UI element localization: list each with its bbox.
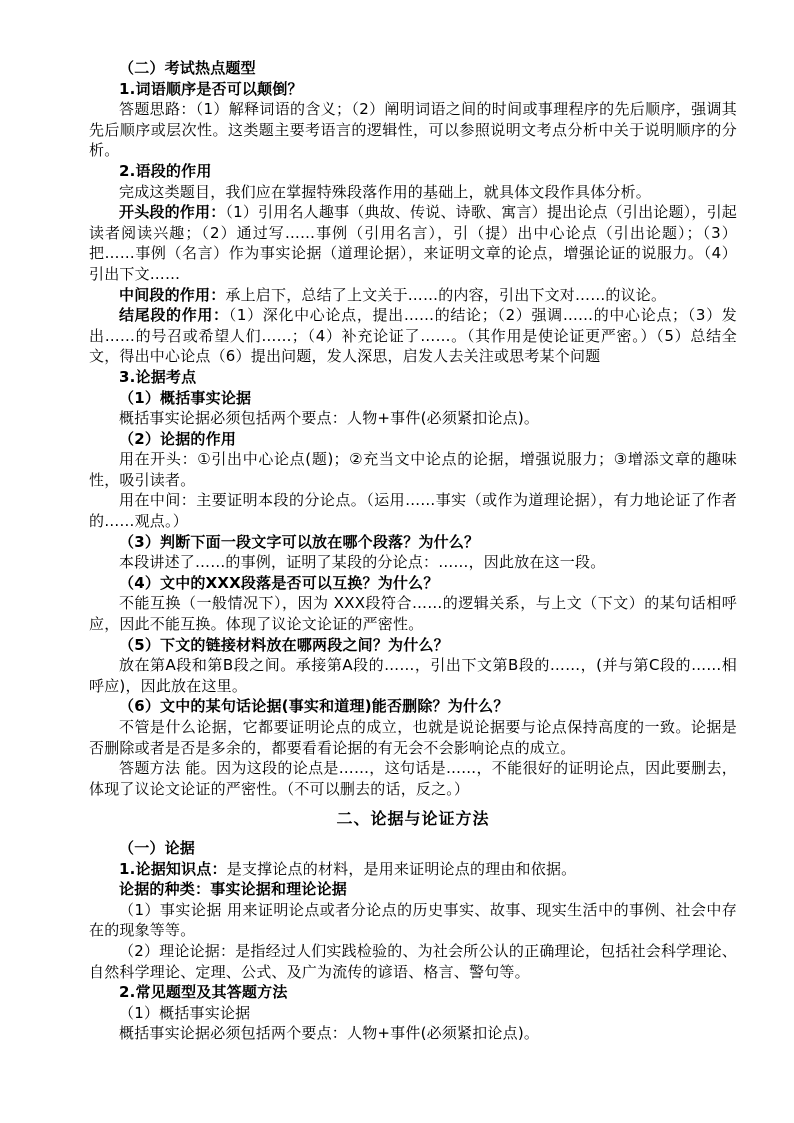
knowledge-point-1 (89, 859, 737, 880)
evidence-kinds-title: 论据的种类：事实论据和理论论据 (119, 880, 348, 899)
sub-6-body-2: 答题方法 能。因为这段的论点是……，这句话是……，不能很好的证明论点，因此要删去，体现了议论文论证的严密性。（不可以删去的话，反之。） (89, 759, 737, 798)
sub-2-body-middle: 用在中间：主要证明本段的分论点。（运用……事实（或作为道理论据），有力地论证了作者的……观点。） (89, 491, 737, 531)
ending-text: （1）深化中心论点，提出……的结论；（2）强调……的中心论点；（3）发出……的号召或希望人们……；（4）补充论证了……。（其作用是使论证更严密。）（5）总结全文，得出中心论点（6）提出问题，发人深思，启发人去关注或思考某个问题 (89, 306, 737, 366)
sub-1-body: 概括事实论据必须包括两个要点：人物+事件(必须紧扣论点)。 (119, 409, 540, 428)
section-heading-evidence: （一）论据 (119, 838, 196, 857)
sub-5-title: （5）下文的链接材料放在哪两段之间？为什么？ (119, 635, 449, 654)
sub-3-body: 本段讲述了……的事例，证明了某段的分论点：……，因此放在这一段。 (119, 553, 606, 572)
evidence-kind-fact: （1）事实论据 用来证明论点或者分论点的历史事实、故事、现实生活中的事例、社会中存在的现象等等。 (89, 900, 737, 940)
sub-4-title: （4）文中的XXX段落是否可以互换？为什么？ (119, 573, 439, 592)
opening-label: 开头段的作用： (119, 203, 226, 222)
question-2-title: 2.语段的作用 (119, 161, 212, 180)
part-2-heading: 二、论据与论证方法 (336, 809, 490, 829)
sub-6-title: （6）文中的某句话论据(事实和道理)能否删除？为什么？ (119, 697, 509, 716)
section-heading-hot-topics: （二）考试热点题型 (119, 59, 256, 77)
document-page (89, 58, 737, 1044)
evidence-kind-theory: （2）理论论据：是指经过人们实践检验的、为社会所公认的正确理论，包括社会科学理论、自然科学理论、定理、公式、及广为流传的谚语、格言、警句等。 (89, 941, 737, 981)
knowledge-point-2-title: 2.常见题型及其答题方法 (119, 983, 288, 1002)
sub-3-title: （3）判断下面一段文字可以放在哪个段落？为什么？ (119, 532, 480, 551)
question-1-title: 1.词语顺序是否可以颠倒？ (119, 79, 303, 98)
question-3-title: 3.论据考点 (119, 367, 197, 386)
knowledge-point-1-title: 1.论据知识点： (119, 859, 227, 878)
middle-paragraph-role (89, 285, 737, 306)
question-2-intro: 完成这类题目，我们应在掌握特殊段落作用的基础上，就具体文段作具体分析。 (119, 182, 652, 201)
sub-5-body: 放在第A段和第B段之间。承接第A段的……，引出下文第B段的……，(并与第C段的……相呼应)，因此放在这里。 (89, 656, 737, 695)
opening-paragraph-role (89, 202, 737, 284)
knowledge-point-2-sub-1-body: 概括事实论据必须包括两个要点：人物+事件(必须紧扣论点)。 (119, 1024, 540, 1043)
ending-paragraph-role (89, 305, 737, 367)
opening-text: （1）引用名人趣事（典故、传说、诗歌、寓言）提出论点（引出论题），引起读者阅读兴趣；（2）通过写……事例（引用名言），引（提）出中心论点（引出论题）；（3）把……事例（名言）作为事实论据（道理论据），来证明文章的论点，增强论证的说服力。（4）引出下文…… (89, 203, 737, 283)
sub-2-body-opening: 用在开头：①引出中心论点(题)；②充当文中论点的论据，增强说服力；③增添文章的趣味性，吸引读者。 (89, 450, 737, 489)
ending-label: 结尾段的作用： (119, 306, 229, 325)
middle-text: 承上启下，总结了上文关于……的内容，引出下文对……的议论。 (225, 285, 667, 304)
sub-6-body-1: 不管是什么论据，它都要证明论点的成立，也就是说论据要与论点保持高度的一致。论据是否删除或者是否是多余的，都要看看论据的有无会不会影响论点的成立。 (89, 718, 737, 757)
sub-4-body: 不能互换（一般情况下），因为 XXX段符合……的逻辑关系，与上文（下文）的某句话相呼应，因此不能互换。体现了议论文论证的严密性。 (89, 594, 737, 634)
sub-1-title: （1）概括事实论据 (119, 388, 252, 407)
knowledge-point-1-text: 是支撑论点的材料，是用来证明论点的理由和依据。 (226, 859, 577, 878)
question-1-body: 答题思路：（1）解释词语的含义；（2）阐明词语之间的时间或事理程序的先后顺序，强调其先后顺序或层次性。这类题主要考语言的逻辑性，可以参照说明文考点分析中关于说明顺序的分析。 (89, 100, 737, 160)
knowledge-point-2-sub-1: （1）概括事实论据 (119, 1003, 251, 1022)
middle-label: 中间段的作用： (119, 285, 226, 304)
sub-2-title: （2）论据的作用 (119, 429, 237, 448)
